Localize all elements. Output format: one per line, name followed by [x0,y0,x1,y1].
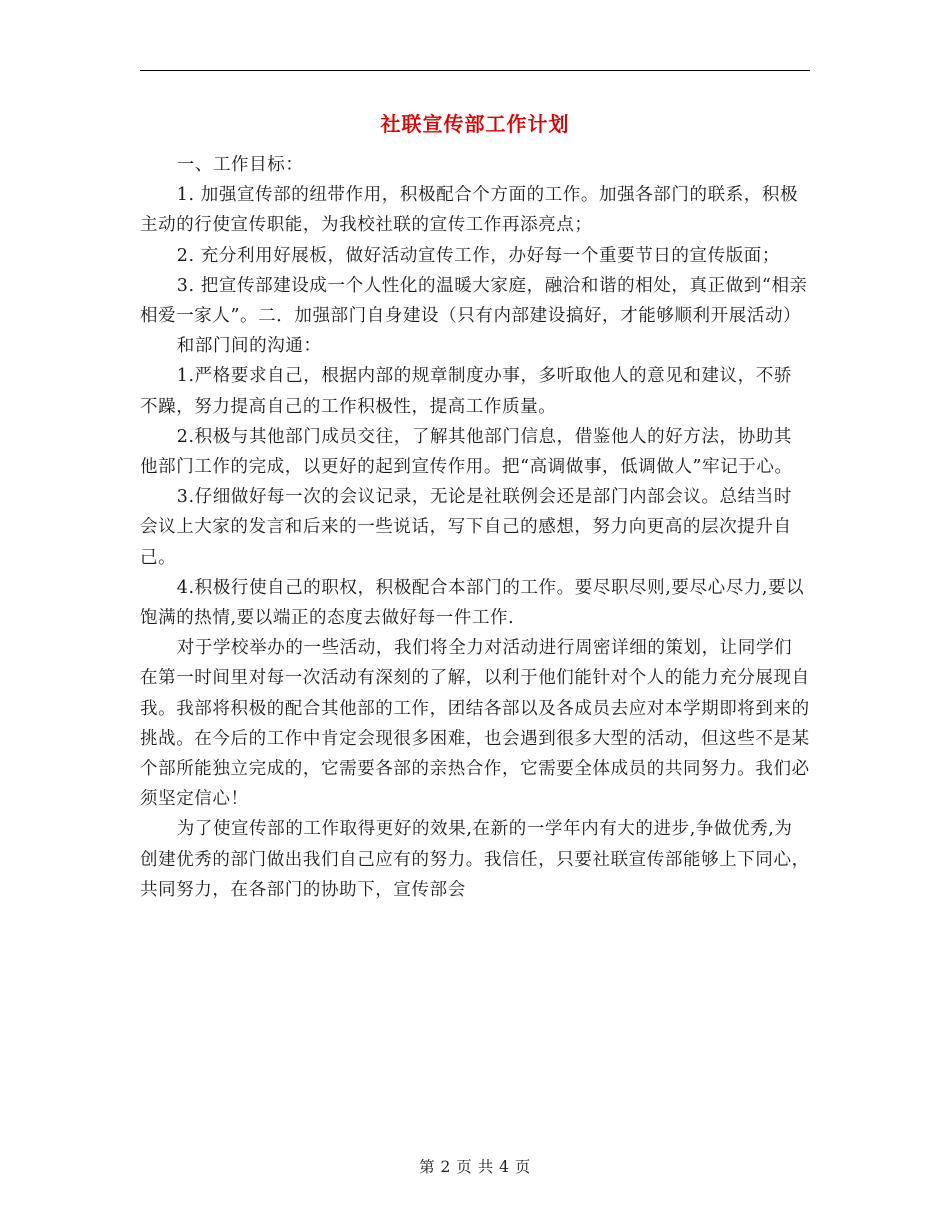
paragraph: 和部门间的沟通： [176,336,322,357]
paragraph: 2.积极与其他部门成员交往，了解其他部门信息，借鉴他人的好方法，协助其他部门工作的完成，以更好的起到宣传作用。把“高调做事，低调做人”牢记于心。 [140,426,793,478]
paragraph: 对于学校举办的一些活动，我们将全力对活动进行周密详细的策划，让同学们在第一时间里对每一次活动有深刻的了解，以利于他们能针对个人的能力充分展现自我。我部将积极的配合其他部的工作，团结各部以及各成员去应对本学期即将到来的挑战。在今后的工作中肯定会现很多困难，也会遇到很多大型的活动，但这些不是某个部所能独立完成的，它需要各部的亲热合作，它需要全体成员的共同努力。我们必须坚定信心！ [140,638,810,810]
header-rule [140,70,810,71]
page-number-footer: 第 2 页 共 4 页 [419,1158,531,1176]
document-title: 社联宣传部工作计划 [380,112,570,136]
paragraph: 3.仔细做好每一次的会议记录，无论是社联例会还是部门内部会议。总结当时会议上大家的发言和后来的一些说话，写下自己的感想，努力向更高的层次提升自己。 [140,487,792,568]
paragraph: 3. 把宣传部建设成一个人性化的温暖大家庭，融洽和谐的相处，真正做到“相亲相爱一家人”。二．加强部门自身建设（只有内部建设搞好，才能够顺利开展活动） [140,275,808,327]
section-heading-goals: 一、工作目标： [176,155,304,175]
paragraph: 为了使宣传部的工作取得更好的效果,在新的一学年内有大的进步,争做优秀,为创建优秀的部门做出我们自己应有的努力。我信任，只要社联宣传部能够上下同心，共同努力，在各部门的协助下，宣传部会 [140,819,810,900]
document-body [140,150,810,905]
paragraph: 1. 加强宣传部的纽带作用，积极配合个方面的工作。加强各部门的联系，积极主动的行使宣传职能，为我校社联的宣传工作再添亮点； [140,185,799,236]
paragraph: 2. 充分利用好展板，做好活动宣传工作，办好每一个重要节日的宣传版面； [176,245,781,266]
paragraph: 1.严格要求自己，根据内部的规章制度办事，多听取他人的意见和建议，不骄不躁，努力提高自己的工作积极性，提高工作质量。 [140,366,792,417]
paragraph: 4.积极行使自己的职权，积极配合本部门的工作。要尽职尽则,要尽心尽力,要以饱满的热情,要以端正的态度去做好每一件工作. [140,577,805,629]
